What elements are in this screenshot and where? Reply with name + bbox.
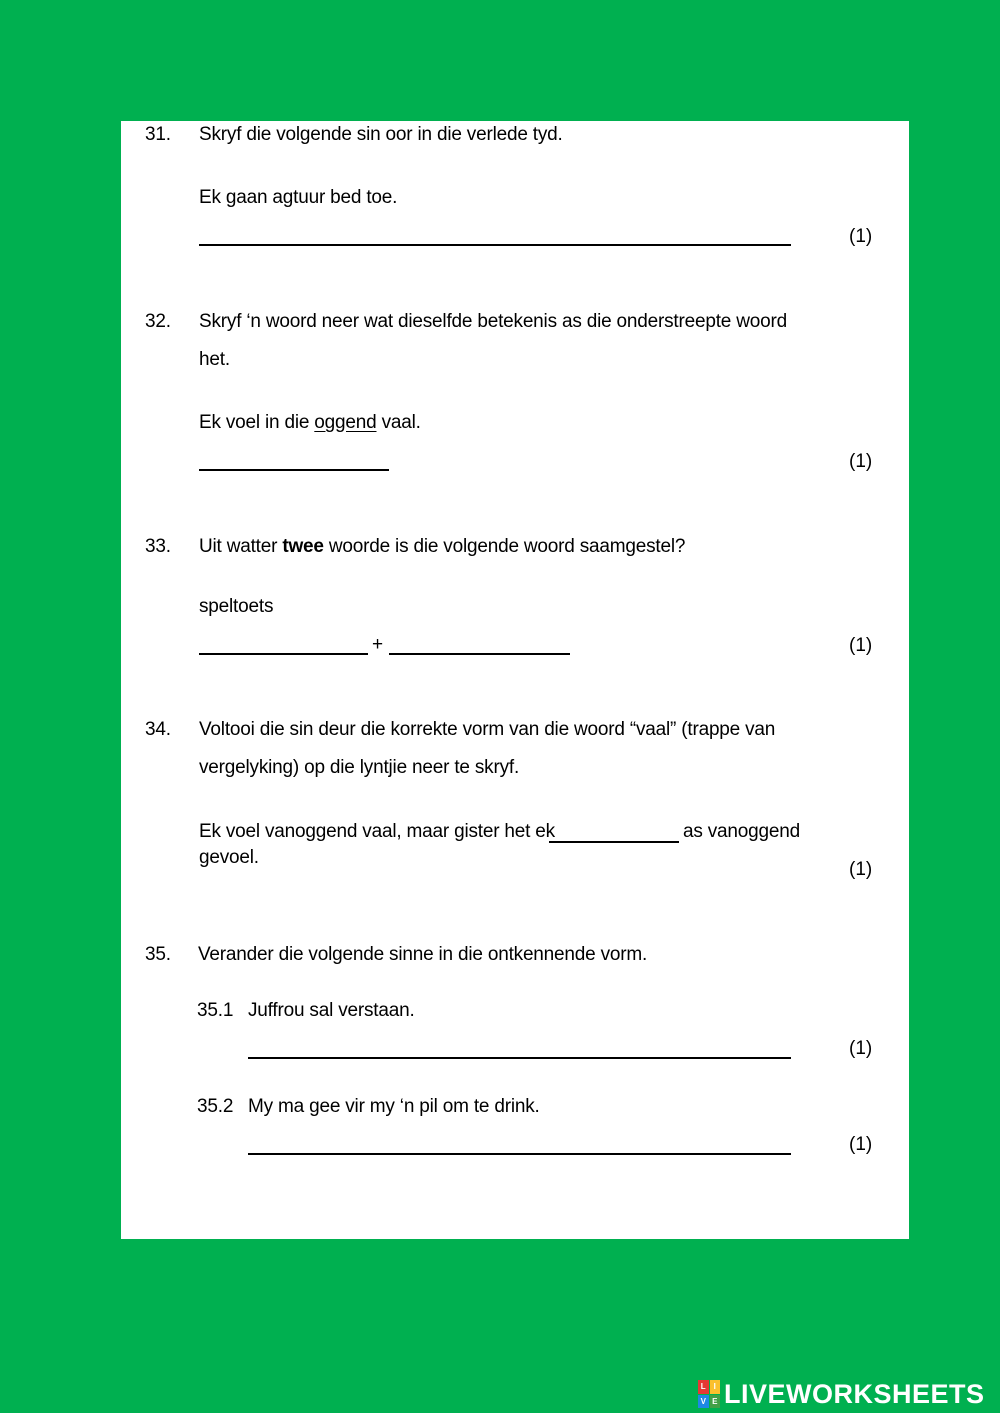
q35-1-number: 35.1 <box>197 1000 234 1021</box>
q33-prompt-after: woorde is die volgende woord saamgestel? <box>323 536 686 557</box>
q31-prompt: Skryf die volgende sin oor in die verlede tyd. <box>199 124 563 145</box>
q32-sentence-after: vaal. <box>376 412 421 433</box>
q34-answer-line[interactable] <box>549 841 679 843</box>
q32-marks: (1) <box>849 451 873 472</box>
liveworksheets-logo <box>698 1378 985 1410</box>
q31-marks: (1) <box>849 226 873 247</box>
q35-prompt: Verander die volgende sinne in die ontkennende vorm. <box>198 944 648 965</box>
q35-2-text: My ma gee vir my ‘n pil om te drink. <box>248 1096 540 1117</box>
q33-plus: + <box>372 634 383 655</box>
q33-word: speltoets <box>199 596 274 617</box>
logo-letter-e: E <box>710 1395 721 1409</box>
q33-prompt-bold: twee <box>282 536 324 557</box>
q35-2-marks: (1) <box>849 1134 873 1155</box>
q33-prompt <box>199 535 685 559</box>
q31-sentence: Ek gaan agtuur bed toe. <box>199 187 398 208</box>
q31-number: 31. <box>145 124 171 145</box>
worksheet-page <box>121 121 909 1239</box>
q34-sentence-line2: gevoel. <box>199 847 259 868</box>
logo-letter-l: L <box>698 1380 709 1394</box>
q32-number: 32. <box>145 311 171 332</box>
q35-2-number: 35.2 <box>197 1096 234 1117</box>
logo-letter-v: V <box>698 1395 709 1409</box>
q35-2-answer-line[interactable] <box>248 1153 791 1155</box>
q35-1-marks: (1) <box>849 1038 873 1059</box>
q32-prompt-line1: Skryf ‘n woord neer wat dieselfde betekenis as die onderstreepte woord <box>199 311 788 332</box>
q35-1-answer-line[interactable] <box>248 1057 791 1059</box>
q31-answer-line[interactable] <box>199 244 791 246</box>
q34-sentence-after: as vanoggend <box>683 821 800 842</box>
q33-number: 33. <box>145 536 171 557</box>
q33-answer-line-2[interactable] <box>389 653 570 655</box>
q32-answer-line[interactable] <box>199 469 389 471</box>
logo-letter-i: I <box>710 1380 721 1394</box>
q33-prompt-before: Uit watter <box>199 536 283 557</box>
q35-1-text: Juffrou sal verstaan. <box>248 1000 415 1021</box>
live-logo-icon <box>698 1380 720 1408</box>
q32-underlined-word: oggend <box>314 412 377 433</box>
q32-sentence <box>199 411 421 435</box>
q34-marks: (1) <box>849 859 873 880</box>
q34-number: 34. <box>145 719 171 740</box>
q32-sentence-before: Ek voel in die <box>199 412 315 433</box>
q34-prompt-line2: vergelyking) op die lyntjie neer te skryf. <box>199 757 520 778</box>
q34-prompt-line1: Voltooi die sin deur die korrekte vorm van die woord “vaal” (trappe van <box>199 719 776 740</box>
q33-marks: (1) <box>849 635 873 656</box>
q35-number: 35. <box>145 944 171 965</box>
q34-sentence-before: Ek voel vanoggend vaal, maar gister het ek <box>199 821 555 842</box>
q33-answer-line-1[interactable] <box>199 653 368 655</box>
logo-text: LIVEWORKSHEETS <box>724 1378 985 1409</box>
q32-prompt-line2: het. <box>199 349 230 370</box>
